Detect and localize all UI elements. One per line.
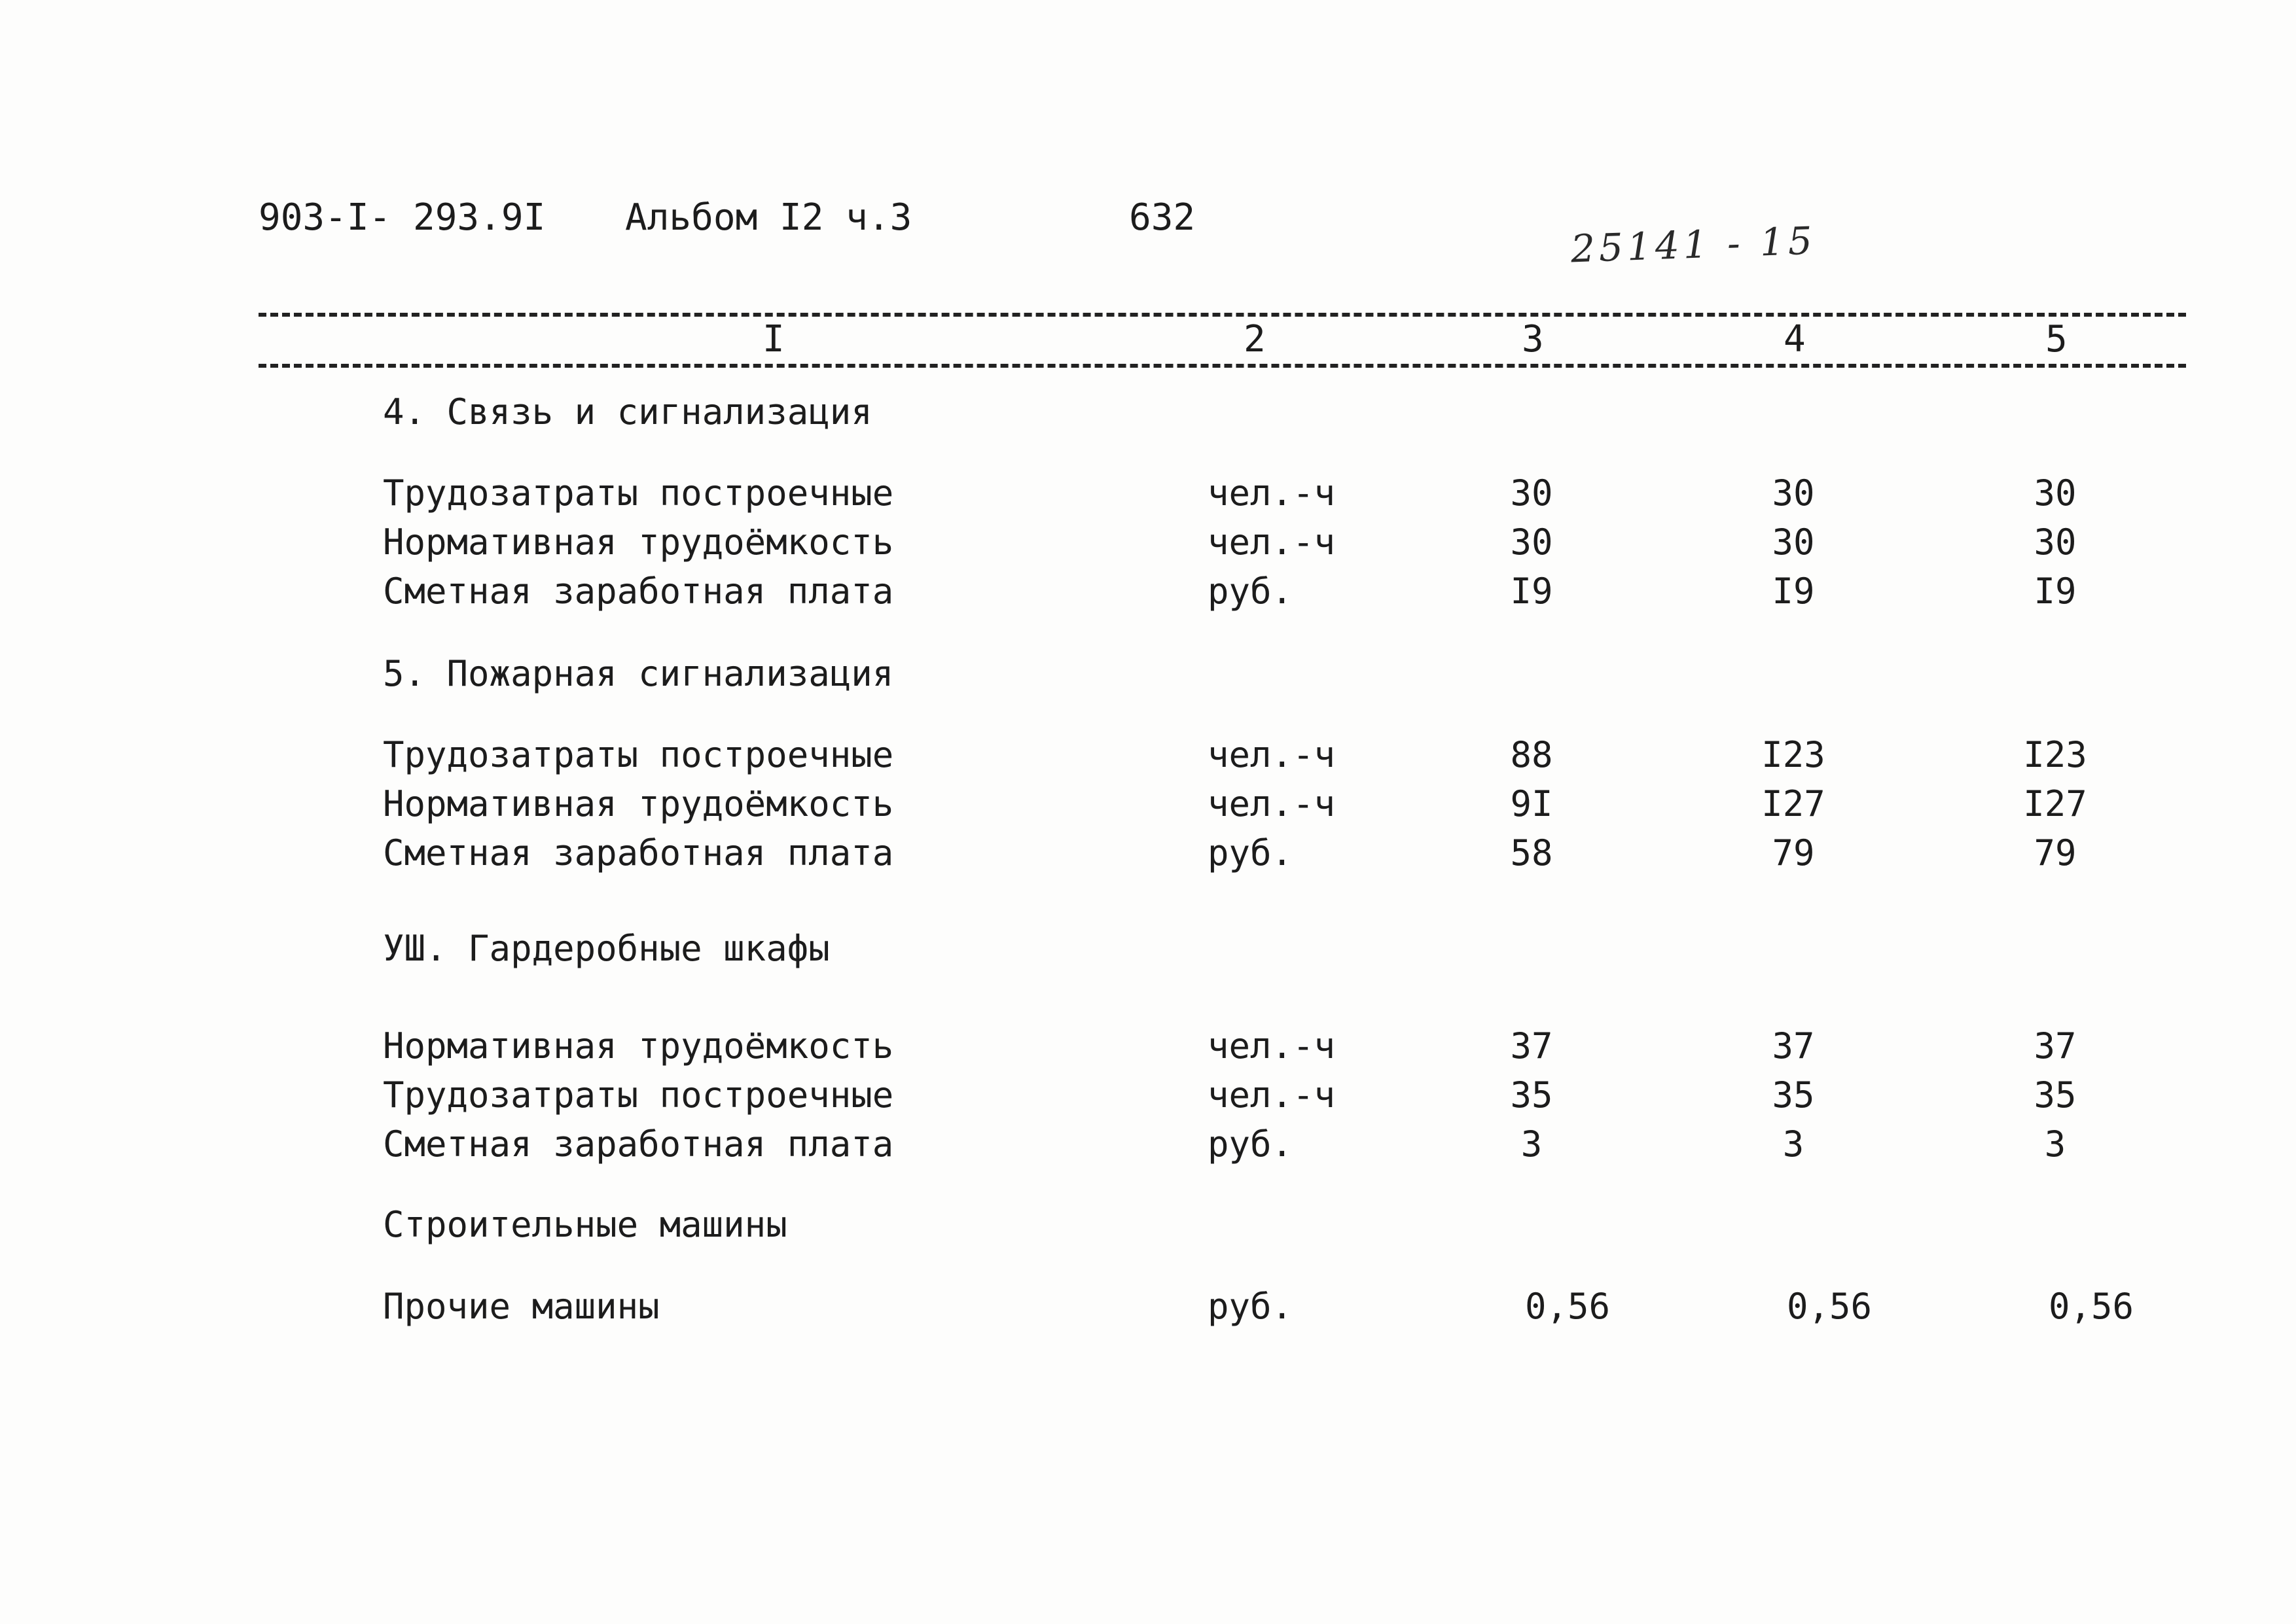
row-unit: чел.-ч bbox=[1208, 734, 1336, 775]
row-value-col4: I23 bbox=[1761, 734, 1825, 775]
row-value-col5: I23 bbox=[2023, 734, 2087, 775]
row-value-col5: 0,56 bbox=[2049, 1286, 2134, 1327]
row-unit: чел.-ч bbox=[1208, 783, 1336, 824]
row-value-col3: 88 bbox=[1510, 734, 1553, 775]
row-unit: чел.-ч bbox=[1208, 472, 1336, 514]
row-name: Трудозатраты построечные bbox=[383, 734, 894, 775]
row-name: Нормативная трудоёмкость bbox=[383, 521, 894, 563]
row-name: Сметная заработная плата bbox=[383, 832, 894, 874]
row-value-col5: 30 bbox=[2034, 521, 2077, 563]
row-name: Трудозатраты построечные bbox=[383, 472, 894, 514]
row-name: Прочие машины bbox=[383, 1286, 660, 1327]
row-value-col5: 35 bbox=[2034, 1074, 2077, 1116]
table-header-top-rule bbox=[259, 313, 2186, 317]
row-value-col3: 58 bbox=[1510, 832, 1553, 874]
row-name: Нормативная трудоёмкость bbox=[383, 783, 894, 824]
column-header-4: 4 bbox=[1784, 318, 1806, 361]
album-label: Альбом I2 ч.3 bbox=[625, 196, 912, 239]
column-header-2: 2 bbox=[1244, 318, 1266, 361]
table-row bbox=[0, 472, 2296, 518]
row-value-col3: 9I bbox=[1510, 783, 1553, 824]
row-value-col3: 35 bbox=[1510, 1074, 1553, 1116]
row-value-col3: I9 bbox=[1510, 571, 1553, 612]
row-value-col4: 79 bbox=[1772, 832, 1815, 874]
page-number: 632 bbox=[1129, 196, 1196, 239]
table-row bbox=[0, 734, 2296, 780]
row-value-col5: 79 bbox=[2034, 832, 2077, 874]
table-row bbox=[0, 1025, 2296, 1071]
row-value-col4: 30 bbox=[1772, 472, 1815, 514]
row-value-col5: I9 bbox=[2034, 571, 2077, 612]
row-name: Трудозатраты построечные bbox=[383, 1074, 894, 1116]
row-unit: чел.-ч bbox=[1208, 1025, 1336, 1067]
row-name: Нормативная трудоёмкость bbox=[383, 1025, 894, 1067]
table-row bbox=[0, 1286, 2296, 1332]
row-unit: руб. bbox=[1208, 1123, 1293, 1165]
section-title: Строительные машины bbox=[383, 1204, 787, 1245]
row-value-col5: I27 bbox=[2023, 783, 2087, 824]
row-value-col4: 35 bbox=[1772, 1074, 1815, 1116]
row-name: Сметная заработная плата bbox=[383, 571, 894, 612]
row-unit: чел.-ч bbox=[1208, 1074, 1336, 1116]
row-unit: руб. bbox=[1208, 832, 1293, 874]
table-row bbox=[0, 783, 2296, 829]
table-row bbox=[0, 571, 2296, 616]
table-row bbox=[0, 1123, 2296, 1169]
row-value-col3: 37 bbox=[1510, 1025, 1553, 1067]
row-value-col4: I27 bbox=[1761, 783, 1825, 824]
section-title: 5. Пожарная сигнализация bbox=[383, 653, 894, 694]
section-title: УШ. Гардеробные шкафы bbox=[383, 928, 830, 969]
row-value-col3: 30 bbox=[1510, 472, 1553, 514]
column-header-1: I bbox=[762, 318, 785, 361]
row-value-col3: 0,56 bbox=[1525, 1286, 1611, 1327]
row-value-col5: 37 bbox=[2034, 1025, 2077, 1067]
row-value-col5: 30 bbox=[2034, 472, 2077, 514]
section-title: 4. Связь и сигнализация bbox=[383, 391, 872, 432]
table-header-bottom-rule bbox=[259, 364, 2186, 368]
row-value-col3: 3 bbox=[1520, 1123, 1543, 1165]
table-row bbox=[0, 1074, 2296, 1120]
row-value-col4: 3 bbox=[1782, 1123, 1804, 1165]
row-value-col5: 3 bbox=[2044, 1123, 2066, 1165]
row-unit: руб. bbox=[1208, 571, 1293, 612]
row-value-col3: 30 bbox=[1510, 521, 1553, 563]
row-value-col4: 37 bbox=[1772, 1025, 1815, 1067]
column-header-3: 3 bbox=[1522, 318, 1544, 361]
handwritten-reference: 25141 - 15 bbox=[1570, 218, 1817, 272]
row-name: Сметная заработная плата bbox=[383, 1123, 894, 1165]
table-row bbox=[0, 521, 2296, 567]
row-value-col4: 30 bbox=[1772, 521, 1815, 563]
document-code: 903-I- 293.9I bbox=[259, 196, 546, 239]
row-value-col4: 0,56 bbox=[1787, 1286, 1873, 1327]
row-unit: руб. bbox=[1208, 1286, 1293, 1327]
column-header-5: 5 bbox=[2045, 318, 2068, 361]
row-value-col4: I9 bbox=[1772, 571, 1815, 612]
table-row bbox=[0, 832, 2296, 878]
row-unit: чел.-ч bbox=[1208, 521, 1336, 563]
